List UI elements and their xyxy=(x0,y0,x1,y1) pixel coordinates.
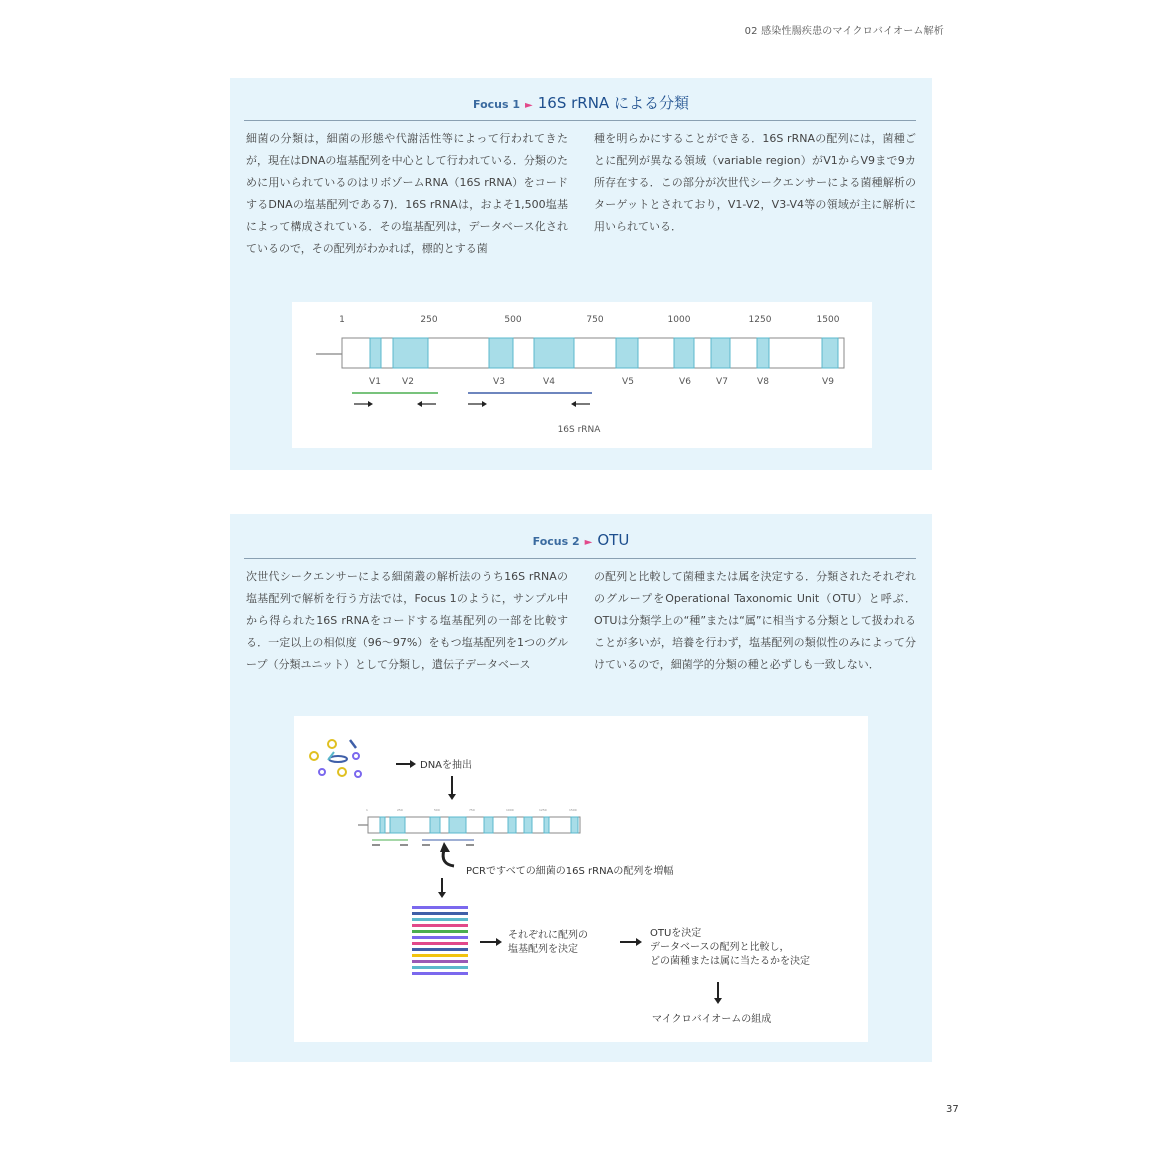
focus2-right-column: の配列と比較して菌種または属を決定する．分類されたそれぞれのグループをOperational Taxonomic Unit（OTU）と呼ぶ．OTUは分類学上の“種”または“属”に相当する分類として扱われることが多いが，培養を行わず，塩基配列の類似性のみによって分けているので，細菌学的分類の種と必ずしも一致しない． xyxy=(594,570,916,671)
arrow-to-otu-head xyxy=(636,938,642,946)
arrow-to-sequence-head xyxy=(496,938,502,946)
sequence-read xyxy=(412,912,468,915)
region-v5-block xyxy=(616,338,638,368)
region-label-v1: V1 xyxy=(369,377,381,387)
scale-tick-1000: 1000 xyxy=(667,315,691,325)
sequence-reads xyxy=(412,906,468,975)
scale-tick-1250: 1250 xyxy=(748,315,772,325)
otu-flow-svg xyxy=(294,716,868,1042)
region-label-v3: V3 xyxy=(493,377,505,387)
scale-tick-250: 250 xyxy=(420,315,438,325)
svg-text:1250: 1250 xyxy=(539,808,547,812)
focus1-label: Focus 1 xyxy=(473,98,521,111)
focus2-heading-rule xyxy=(244,558,916,559)
region-label-v4: V4 xyxy=(543,377,555,387)
region-v4-block xyxy=(534,338,574,368)
sequence-read xyxy=(412,972,468,975)
region-v6-block xyxy=(674,338,694,368)
focus1-left-column: 細菌の分類は，細菌の形態や代謝活性等によって行われてきたが，現在はDNAの塩基配列を中心として行われている．分類のために用いられているのはリボゾームRNA（16S rRNA）をコードするDNAの塩基配列である7)．16S rRNAは，およそ1,500塩基によって構成されている．その塩基配列は，データベース化されているので，その配列がわかれば，標的とする菌 xyxy=(246,132,568,255)
primer-forward-v1v2-head xyxy=(368,401,373,407)
region-label-v7: V7 xyxy=(716,377,728,387)
scale-tick-1: 1 xyxy=(339,315,345,325)
running-head: 02 感染性腸疾患のマイクロバイオーム解析 xyxy=(744,26,944,37)
diagram-caption: 16S rRNA xyxy=(557,425,601,435)
svg-text:250: 250 xyxy=(397,808,403,812)
focus1-heading-rule xyxy=(244,120,916,121)
focus2-title: OTU xyxy=(597,531,630,549)
arrow-pcr-curve-head xyxy=(440,842,450,852)
focus2-panel xyxy=(230,514,932,1062)
region-v8-block xyxy=(757,338,769,368)
sequence-read xyxy=(412,930,468,933)
arrow-pcr-curve xyxy=(443,850,454,866)
region-label-v8: V8 xyxy=(757,377,769,387)
arrow-down-1-head xyxy=(448,794,456,800)
focus2-otu-flow-diagram xyxy=(294,716,868,1042)
region-v1-block xyxy=(370,338,381,368)
sequence-read xyxy=(412,924,468,927)
arrow-down-2-head xyxy=(438,892,446,898)
sequence-read xyxy=(412,966,468,969)
svg-text:1000: 1000 xyxy=(506,808,514,812)
region-v3-block xyxy=(489,338,513,368)
region-label-v6: V6 xyxy=(679,377,691,387)
svg-text:1: 1 xyxy=(366,808,368,812)
region-v2-block xyxy=(393,338,428,368)
focus2-heading xyxy=(230,530,932,549)
step-otu-line3: どの菌種または属に当たるかを決定 xyxy=(650,956,810,967)
sequence-read xyxy=(412,948,468,951)
focus1-16s-diagram xyxy=(292,302,872,448)
scale-tick-750: 750 xyxy=(586,315,604,325)
sequence-read xyxy=(412,918,468,921)
step-result-text: マイクロバイオームの組成 xyxy=(652,1014,772,1025)
focus1-right-column: 種を明らかにすることができる．16S rRNAの配列には，菌種ごとに配列が異なる領域（variable region）がV1からV9まで9カ所存在する．この部分が次世代シークエンサーによる菌種解析のターゲットとされており，V1-V2，V3-V4等の領域が主に解析に用いられている． xyxy=(594,132,916,233)
region-label-v2: V2 xyxy=(402,377,414,387)
16s-rrna-diagram-svg xyxy=(292,302,872,448)
step-sequence-line1: それぞれに配列の xyxy=(508,930,588,941)
focus1-title: 16S rRNA による分類 xyxy=(537,94,689,112)
page-number: 37 xyxy=(946,1104,959,1115)
scale-tick-1500: 1500 xyxy=(816,315,840,325)
mini-16s-bar xyxy=(358,808,580,845)
bacteria-sample-icon xyxy=(310,740,361,777)
focus1-panel xyxy=(230,78,932,470)
step-pcr-text: PCRですべての細菌の16S rRNAの配列を増幅 xyxy=(466,866,674,877)
step-sequence-line2: 塩基配列を決定 xyxy=(508,944,578,955)
scale-tick-500: 500 xyxy=(504,315,522,325)
step-otu-line1: OTUを決定 xyxy=(650,928,702,939)
step-extract-text: DNAを抽出 xyxy=(420,760,473,771)
region-label-v9: V9 xyxy=(822,377,834,387)
sequence-read xyxy=(412,960,468,963)
sequence-read xyxy=(412,906,468,909)
region-v9-block xyxy=(822,338,838,368)
arrow-to-extract-head xyxy=(410,760,416,768)
region-v7-block xyxy=(711,338,730,368)
focus2-arrow-icon: ► xyxy=(584,537,593,548)
primer-reverse-v1v2-head xyxy=(417,401,422,407)
focus1-arrow-icon: ► xyxy=(525,100,533,111)
step-otu-line2: データベースの配列と比較し， xyxy=(650,942,790,953)
arrow-down-3-head xyxy=(714,998,722,1004)
svg-text:500: 500 xyxy=(434,808,440,812)
primer-reverse-v3v4-head xyxy=(571,401,576,407)
sequence-read xyxy=(412,954,468,957)
region-label-v5: V5 xyxy=(622,377,634,387)
primer-forward-v3v4-head xyxy=(482,401,487,407)
focus1-heading xyxy=(230,92,932,113)
svg-text:750: 750 xyxy=(469,808,475,812)
sequence-read xyxy=(412,942,468,945)
svg-text:1500: 1500 xyxy=(569,808,577,812)
focus2-left-column: 次世代シークエンサーによる細菌叢の解析法のうち16S rRNAの塩基配列で解析を行う方法では，Focus 1のように，サンプル中から得られた16S rRNAをコードする塩基配列の一部を比較する．一定以上の相似度（96〜97%）をもつ塩基配列を1つのグループ（分類ユニット）として分類し，遺伝子データベース xyxy=(246,570,568,671)
focus2-label: Focus 2 xyxy=(532,535,580,548)
sequence-read xyxy=(412,936,468,939)
